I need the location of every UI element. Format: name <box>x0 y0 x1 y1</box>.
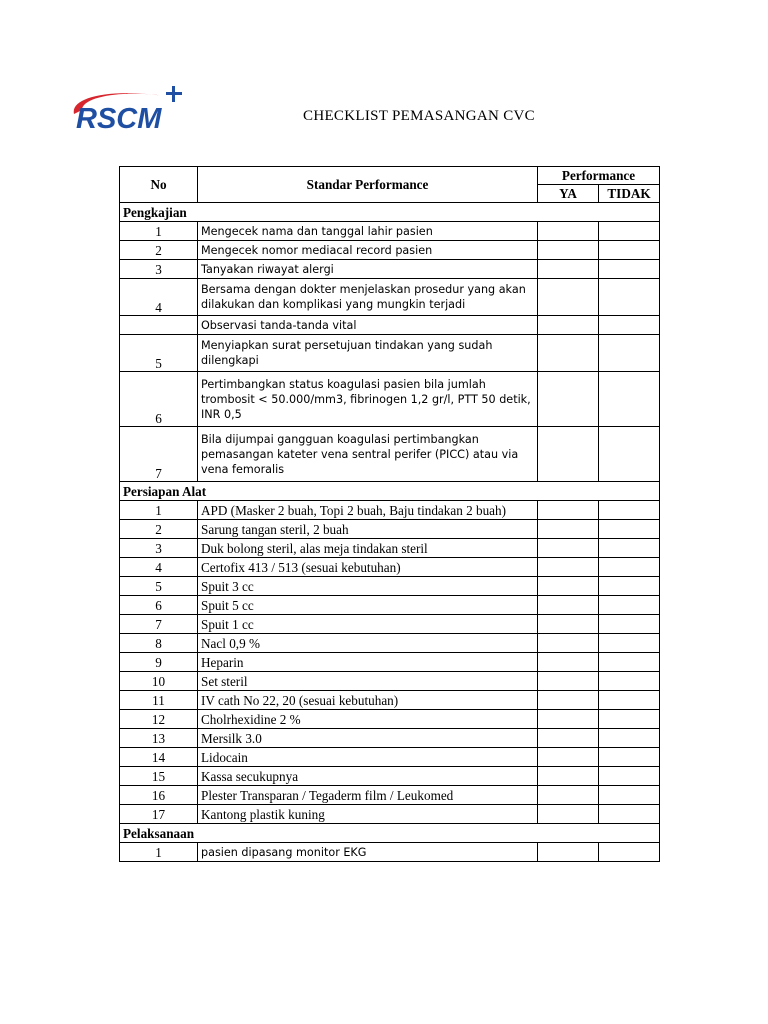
row-no: 5 <box>120 335 198 372</box>
table-row <box>120 691 660 710</box>
table-row <box>120 520 660 539</box>
tidak-cell[interactable] <box>599 335 660 372</box>
row-no: 1 <box>120 501 198 520</box>
row-standard: Duk bolong steril, alas meja tindakan steril <box>198 539 538 558</box>
ya-cell[interactable] <box>538 748 599 767</box>
ya-cell[interactable] <box>538 501 599 520</box>
table-row <box>120 501 660 520</box>
tidak-cell[interactable] <box>599 520 660 539</box>
row-no <box>120 316 198 335</box>
row-standard: Certofix 413 / 513 (sesuai kebutuhan) <box>198 558 538 577</box>
row-standard: Nacl 0,9 % <box>198 634 538 653</box>
tidak-cell[interactable] <box>599 279 660 316</box>
row-standard: Kantong plastik kuning <box>198 805 538 824</box>
row-standard: Spuit 5 cc <box>198 596 538 615</box>
row-no: 6 <box>120 596 198 615</box>
ya-cell[interactable] <box>538 634 599 653</box>
section-heading: Persiapan Alat <box>120 482 660 501</box>
row-standard: APD (Masker 2 buah, Topi 2 buah, Baju tindakan 2 buah) <box>198 501 538 520</box>
ya-cell[interactable] <box>538 805 599 824</box>
row-standard: Spuit 1 cc <box>198 615 538 634</box>
row-no: 15 <box>120 767 198 786</box>
row-standard: Heparin <box>198 653 538 672</box>
table-row <box>120 577 660 596</box>
rscm-logo <box>68 84 188 134</box>
ya-cell[interactable] <box>538 316 599 335</box>
ya-cell[interactable] <box>538 615 599 634</box>
row-no: 10 <box>120 672 198 691</box>
tidak-cell[interactable] <box>599 260 660 279</box>
row-standard: IV cath No 22, 20 (sesuai kebutuhan) <box>198 691 538 710</box>
tidak-cell[interactable] <box>599 501 660 520</box>
row-standard: Mersilk 3.0 <box>198 729 538 748</box>
row-standard: Sarung tangan steril, 2 buah <box>198 520 538 539</box>
table-row <box>120 260 660 279</box>
row-no: 5 <box>120 577 198 596</box>
row-no: 2 <box>120 241 198 260</box>
ya-cell[interactable] <box>538 558 599 577</box>
row-no: 4 <box>120 558 198 577</box>
row-no: 4 <box>120 279 198 316</box>
row-no: 1 <box>120 843 198 862</box>
row-no: 1 <box>120 222 198 241</box>
tidak-cell[interactable] <box>599 241 660 260</box>
tidak-cell[interactable] <box>599 672 660 691</box>
page-title: CHECKLIST PEMASANGAN CVC <box>303 108 535 124</box>
tidak-cell[interactable] <box>599 427 660 482</box>
ya-cell[interactable] <box>538 279 599 316</box>
row-standard: Menyiapkan surat persetujuan tindakan yang sudah dilengkapi <box>198 335 538 372</box>
table-row <box>120 615 660 634</box>
row-no: 6 <box>120 372 198 427</box>
tidak-cell[interactable] <box>599 539 660 558</box>
ya-cell[interactable] <box>538 672 599 691</box>
ya-cell[interactable] <box>538 653 599 672</box>
logo-text: RSCM <box>76 103 162 134</box>
tidak-cell[interactable] <box>599 805 660 824</box>
table-row <box>120 372 660 427</box>
header-no: No <box>120 167 198 203</box>
table-row <box>120 729 660 748</box>
table-row <box>120 427 660 482</box>
row-no: 9 <box>120 653 198 672</box>
tidak-cell[interactable] <box>599 558 660 577</box>
table-row <box>120 222 660 241</box>
tidak-cell[interactable] <box>599 222 660 241</box>
section-heading: Pelaksanaan <box>120 824 660 843</box>
ya-cell[interactable] <box>538 596 599 615</box>
header-tidak: TIDAK <box>599 185 660 203</box>
row-standard: Bersama dengan dokter menjelaskan prosedur yang akan dilakukan dan komplikasi yang mungkin terjadi <box>198 279 538 316</box>
row-no: 2 <box>120 520 198 539</box>
table-row <box>120 805 660 824</box>
table-row <box>120 596 660 615</box>
row-no: 14 <box>120 748 198 767</box>
row-no: 7 <box>120 615 198 634</box>
ya-cell[interactable] <box>538 767 599 786</box>
header-standard: Standar Performance <box>198 167 538 203</box>
tidak-cell[interactable] <box>599 634 660 653</box>
row-standard: pasien dipasang monitor EKG <box>198 843 538 862</box>
row-no: 7 <box>120 427 198 482</box>
row-standard: Kassa secukupnya <box>198 767 538 786</box>
table-row <box>120 558 660 577</box>
tidak-cell[interactable] <box>599 729 660 748</box>
tidak-cell[interactable] <box>599 786 660 805</box>
table-row <box>120 634 660 653</box>
checklist-table <box>119 166 660 862</box>
row-standard: Cholrhexidine 2 % <box>198 710 538 729</box>
row-standard: Mengecek nama dan tanggal lahir pasien <box>198 222 538 241</box>
row-no: 3 <box>120 539 198 558</box>
row-no: 3 <box>120 260 198 279</box>
row-standard: Bila dijumpai gangguan koagulasi pertimbangkan pemasangan kateter vena sentral perifer (PICC) atau via vena femoralis <box>198 427 538 482</box>
ya-cell[interactable] <box>538 372 599 427</box>
tidak-cell[interactable] <box>599 691 660 710</box>
table-row <box>120 241 660 260</box>
header-performance: Performance <box>538 167 660 185</box>
table-row <box>120 316 660 335</box>
row-standard: Spuit 3 cc <box>198 577 538 596</box>
ya-cell[interactable] <box>538 843 599 862</box>
row-standard: Set steril <box>198 672 538 691</box>
row-no: 17 <box>120 805 198 824</box>
ya-cell[interactable] <box>538 427 599 482</box>
table-row <box>120 672 660 691</box>
ya-cell[interactable] <box>538 222 599 241</box>
row-no: 11 <box>120 691 198 710</box>
section-heading: Pengkajian <box>120 203 660 222</box>
table-row <box>120 279 660 316</box>
ya-cell[interactable] <box>538 577 599 596</box>
tidak-cell[interactable] <box>599 316 660 335</box>
ya-cell[interactable] <box>538 539 599 558</box>
row-no: 16 <box>120 786 198 805</box>
row-standard: Mengecek nomor mediacal record pasien <box>198 241 538 260</box>
ya-cell[interactable] <box>538 241 599 260</box>
row-no: 12 <box>120 710 198 729</box>
tidak-cell[interactable] <box>599 577 660 596</box>
row-standard: Tanyakan riwayat alergi <box>198 260 538 279</box>
table-row <box>120 843 660 862</box>
tidak-cell[interactable] <box>599 843 660 862</box>
table-row <box>120 767 660 786</box>
table-row <box>120 786 660 805</box>
tidak-cell[interactable] <box>599 596 660 615</box>
ya-cell[interactable] <box>538 729 599 748</box>
row-no: 13 <box>120 729 198 748</box>
row-standard: Plester Transparan / Tegaderm film / Leukomed <box>198 786 538 805</box>
ya-cell[interactable] <box>538 260 599 279</box>
tidak-cell[interactable] <box>599 767 660 786</box>
ya-cell[interactable] <box>538 710 599 729</box>
table-row <box>120 748 660 767</box>
ya-cell[interactable] <box>538 520 599 539</box>
row-no: 8 <box>120 634 198 653</box>
tidak-cell[interactable] <box>599 615 660 634</box>
header-ya: YA <box>538 185 599 203</box>
ya-cell[interactable] <box>538 691 599 710</box>
table-row <box>120 710 660 729</box>
table-row <box>120 335 660 372</box>
tidak-cell[interactable] <box>599 748 660 767</box>
tidak-cell[interactable] <box>599 372 660 427</box>
row-standard: Pertimbangkan status koagulasi pasien bila jumlah trombosit < 50.000/mm3, fibrinogen 1,2 gr/l, PTT 50 detik, INR 0,5 <box>198 372 538 427</box>
row-standard: Observasi tanda-tanda vital <box>198 316 538 335</box>
row-standard: Lidocain <box>198 748 538 767</box>
table-row <box>120 653 660 672</box>
tidak-cell[interactable] <box>599 710 660 729</box>
ya-cell[interactable] <box>538 786 599 805</box>
tidak-cell[interactable] <box>599 653 660 672</box>
ya-cell[interactable] <box>538 335 599 372</box>
table-row <box>120 539 660 558</box>
